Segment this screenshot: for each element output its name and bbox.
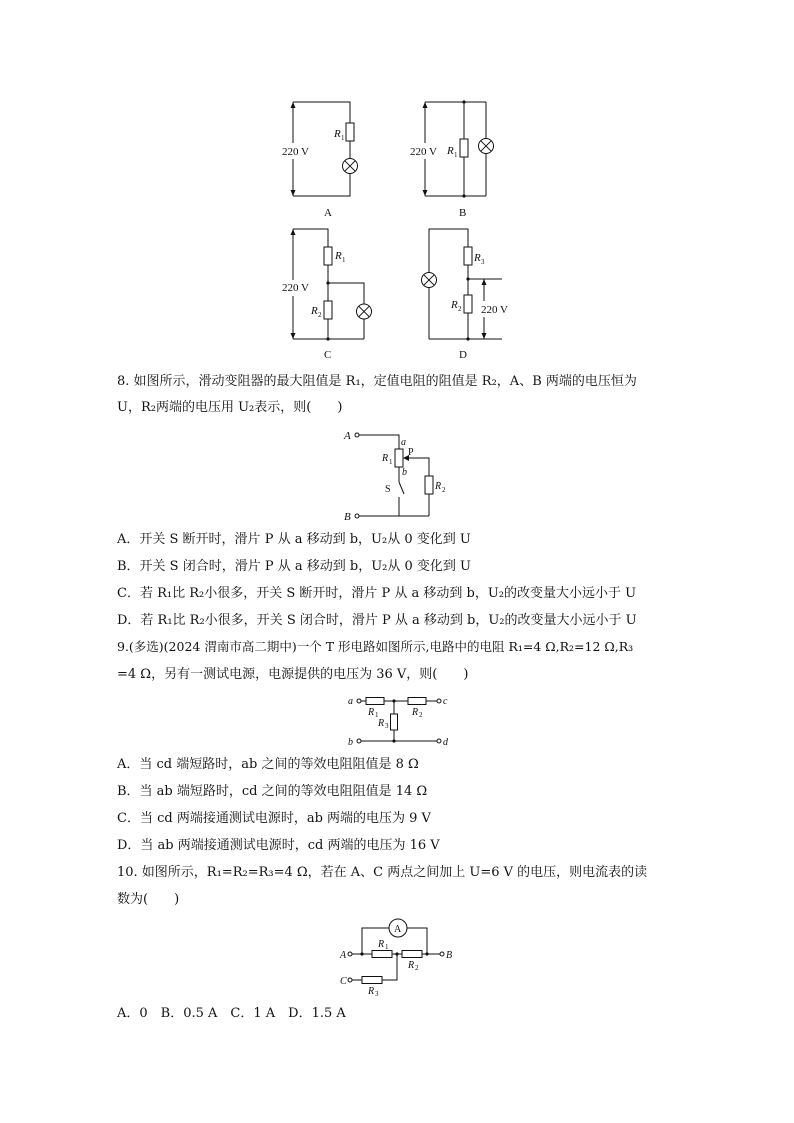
rheostat-r1-label: R [382,453,389,464]
rheostat-r1-subscript: 1 [389,458,393,466]
lamp-icon [422,273,437,288]
terminal-b-label: B [446,950,453,961]
point-b-label: b [402,467,407,478]
resistor-r1-subscript: 1 [385,943,389,951]
resistor-r3-subscript: 3 [481,258,485,266]
q10-circuit-figure [336,914,456,996]
resistor-r1-label: R [335,250,342,262]
resistor-r3-label: R [378,718,385,729]
resistor-r2-label: R [412,707,419,718]
resistor-r2-symbol [402,951,422,958]
resistor-r2-subscript: 2 [419,711,423,719]
q10-stem-line1: 10. 如图所示，R₁=R₂=R₃=4 Ω，若在 A、C 两点之间加上 U=6 V 的电压，则电流表的读 [117,865,648,880]
voltage-label: 220 V [481,304,508,316]
q9-stem-line2: =4 Ω，另有一测试电源，电源提供的电压为 36 V，则( ) [117,667,469,682]
terminal-d-label: d [443,737,448,748]
q8-stem-line1: 8. 如图所示，滑动变阻器的最大阻值是 R₁，定值电阻的阻值是 R₂，A、B 两端的电压恒为 [117,374,637,389]
resistor-r2-symbol [408,698,426,705]
terminal-a-label: A [340,950,347,961]
circuit-figure-c [280,222,390,362]
resistor-r1-symbol [346,123,354,141]
figure-caption: C [324,349,332,361]
resistor-r2-label: R [408,960,415,971]
q8-stem-line2: U，R₂两端的电压用 U₂表示，则( ) [117,400,343,415]
terminal-c-label: c [443,696,448,707]
figure-caption: B [459,207,467,219]
lamp-icon [343,159,358,174]
q8-circuit-figure [342,424,452,524]
resistor-r1-symbol [460,139,468,157]
resistor-r1-symbol [372,951,392,958]
resistor-r1-symbol [366,698,384,705]
resistor-r3-subscript: 3 [385,722,389,730]
voltage-label: 220 V [282,282,309,294]
switch-s-symbol [399,482,404,494]
resistor-r2-label: R [311,305,318,317]
resistor-label: R [334,128,341,140]
q9-option-c: C．当 cd 两端接通测试电源时，ab 两端的电压为 9 V [117,811,431,826]
resistor-r2-symbol [324,301,332,319]
terminal-a-label: a [348,696,353,707]
q8-option-b: B．开关 S 闭合时，滑片 P 从 a 移动到 b，U₂从 0 变化到 U [117,559,471,574]
resistor-r1-symbol [324,247,332,265]
figure-caption: A [324,207,332,219]
lamp-icon [357,304,372,319]
q9-option-b: B．当 ab 端短路时，cd 之间的等效电阻阻值是 14 Ω [117,784,428,799]
ammeter-label: A [394,924,402,935]
resistor-r3-subscript: 3 [375,990,379,998]
lamp-icon [479,139,494,154]
resistor-r3-symbol [464,247,472,265]
resistor-r2-symbol [464,295,472,313]
resistor-r3-label: R [368,986,375,997]
resistor-r1-subscript: 1 [375,711,379,719]
resistor-r3-symbol [391,714,398,730]
q9-option-d: D．当 ab 两端接通测试电源时，cd 两端的电压为 16 V [117,838,440,853]
resistor-r3-symbol [362,977,382,984]
resistor-label: R [447,145,454,157]
resistor-r2-label: R [451,299,458,311]
point-a-label: a [401,437,406,448]
q9-stem-line1: 9.(多选)(2024 渭南市高二期中)一个 T 形电路如图所示,电路中的电阻 R₁=4 Ω,R₂=12 Ω,R₃ [117,639,634,654]
terminal-a-label: A [344,430,351,442]
q10-options: A．0 B．0.5 A C．1 A D．1.5 A [117,1006,346,1021]
circuit-figure-d [418,222,528,362]
resistor-subscript: 1 [454,151,458,159]
rheostat-r1-symbol [395,449,403,467]
resistor-r2-label: R [435,481,442,492]
figure-caption: D [459,349,467,361]
voltage-label: 220 V [410,146,437,158]
q8-option-d: D．若 R₁比 R₂小很多，开关 S 闭合时，滑片 P 从 a 移动到 b，U₂的改变量大小远小于 U [117,613,637,628]
resistor-r2-subscript: 2 [318,311,322,319]
terminal-b-label: b [348,737,353,748]
terminal-b-label: B [344,511,351,523]
terminal-c-label: C [340,976,347,987]
resistor-r1-label: R [368,707,375,718]
slider-wire [406,458,429,470]
resistor-r1-label: R [378,939,385,950]
resistor-r2-subscript: 2 [415,964,419,972]
q8-option-a: A．开关 S 断开时，滑片 P 从 a 移动到 b，U₂从 0 变化到 U [117,532,471,547]
resistor-r3-label: R [474,252,481,264]
q9-circuit-figure [344,690,454,750]
q9-option-a: A．当 cd 端短路时，ab 之间的等效电阻阻值是 8 Ω [117,757,419,772]
resistor-subscript: 1 [341,134,345,142]
voltage-label: 220 V [282,146,309,158]
circuit-figure-b [408,95,508,225]
resistor-r2-subscript: 2 [458,305,462,313]
resistor-r2-subscript: 2 [442,486,446,494]
switch-s-label: S [385,484,391,495]
q10-stem-line2: 数为( ) [117,892,180,907]
resistor-r1-subscript: 1 [342,256,346,264]
resistor-r2-symbol [425,476,433,494]
circuit-figure-a [280,95,380,225]
slider-p-label: P [408,447,414,458]
q8-option-c: C．若 R₁比 R₂小很多，开关 S 断开时，滑片 P 从 a 移动到 b，U₂的改变量大小远小于 U [117,586,637,601]
